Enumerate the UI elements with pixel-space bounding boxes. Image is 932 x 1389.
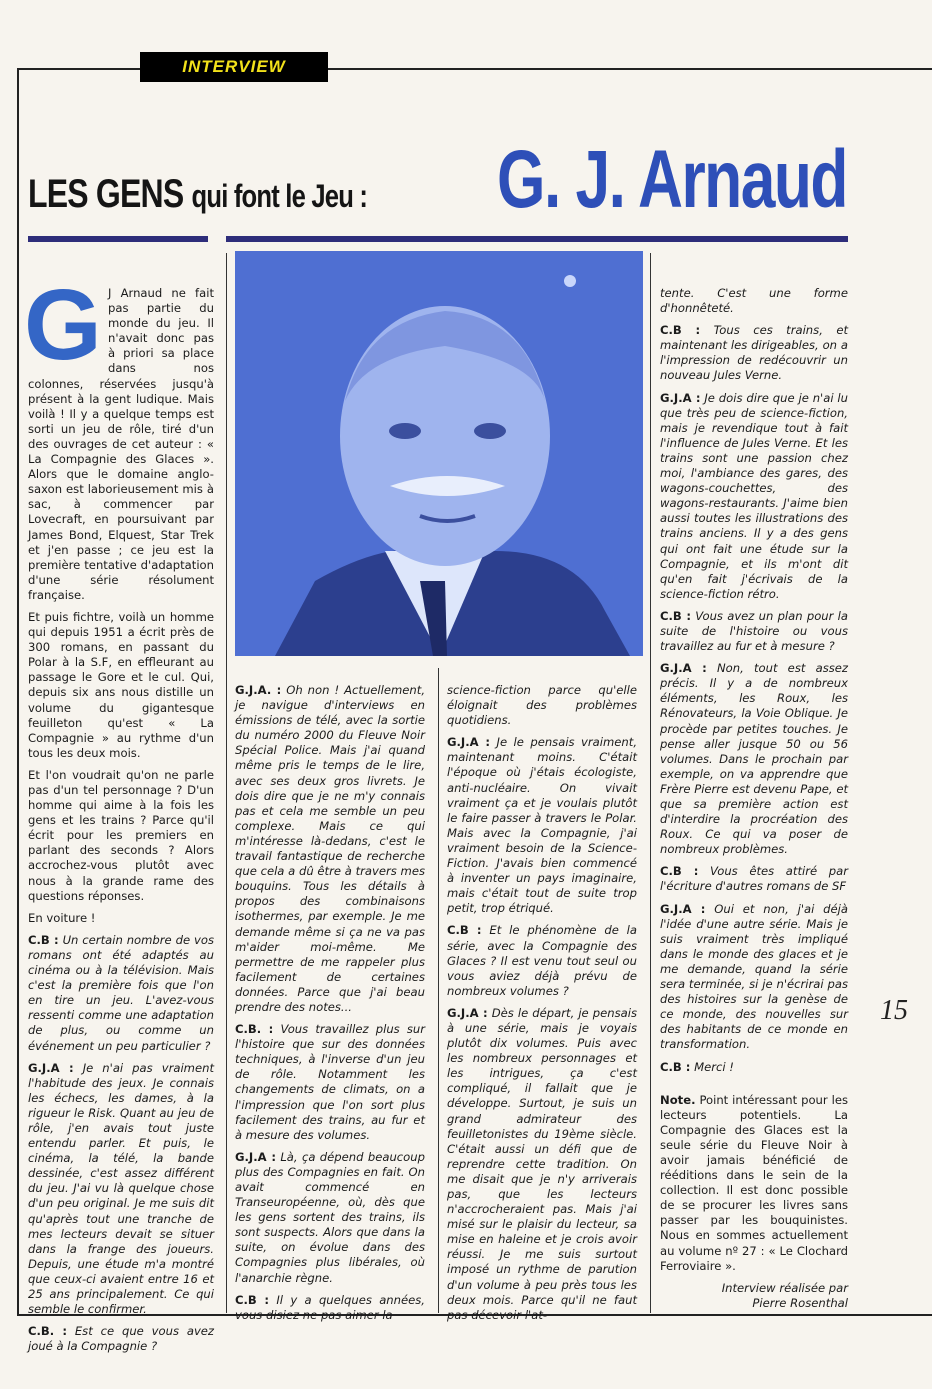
question-8: C.B : Vous êtes attiré par l'écriture d'autres romans de SF: [660, 864, 848, 894]
question-2: C.B. : Est ce que vous avez joué à la Compagnie ?: [28, 1324, 215, 1354]
headline-lead: [28, 172, 367, 217]
continuation-4: tente. C'est une forme d'honnêteté.: [660, 286, 848, 316]
drop-cap: G: [24, 269, 102, 381]
byline: Interview réalisée par Pierre Rosenthal: [721, 1280, 848, 1310]
intro-paragraph-4: En voiture !: [28, 910, 96, 925]
intro-paragraph-1: G J Arnaud ne fait pas partie du monde du jeu. Il n'avait donc pas à priori sa place dans nos colonnes, réservées jusqu'à présent à la gent ludique. Mais voilà ! Il y a quelque temps est sorti un jeu de rôle, tiré d'un des ouvrages de cet auteur : « La Compagnie des Glaces ». Alors que le domaine anglo-saxon est laborieusement mis à sac, à commencer par Lovecraft, en poursuivant par James Bond, Elquest, Star Trek et j'en passe ; ce jeu est la première tentative d'adaptation d'une série résolument française.: [24, 269, 214, 602]
question-6: C.B : Tous ces trains, et maintenant les dirigeables, on a l'impression de redécouvrir un nouveau Jules Verne.: [660, 323, 848, 383]
question-5: C.B : Et le phénomène de la série, avec la Compagnie des Glaces ? Il est venu tout seul ou vous aviez déjà prévu de nombreux volumes ?: [447, 923, 637, 998]
headline-underline-right: [226, 236, 848, 242]
column-divider-1: [226, 253, 227, 1313]
column-divider-3: [650, 253, 651, 1313]
headline-part2: qui font le Jeu :: [191, 178, 368, 214]
note-paragraph: Note. Point intéressant pour les lecteurs potentiels. La Compagnie des Glaces est la seule série du Fleuve Noir à avoir jamais bénéficié de rééditions dans le sein de la collection. Il est donc possible de se procurer les livres sans passer par les bouquinistes. Nous en sommes actuellement au volume nº 27 : « Le Clochard Ferroviaire ».: [660, 1092, 848, 1273]
question-4: C.B : Il y a quelques années, vous disiez ne pas aimer la: [235, 1292, 425, 1322]
column-divider-2: [438, 668, 439, 1313]
intro-paragraph-2: Et puis fichtre, voilà un homme qui depuis 1951 a écrit près de 300 romans, en passant du Polar à la S.F, en effleurant au passage le Gore et le cul. Qui, depuis six ans nous distille un volume du gigantesque feuilleton qu'est « La Compagnie » au rythme d'un tous les deux mois.: [28, 609, 214, 760]
question-3: C.B. : Vous travaillez plus sur l'histoire que sur des données techniques, à l'inverse d'un jeu de rôle. Notamment les changements de climats, on a l'impression que l'on sort plus facilement des trains, au fur et à mesure des volumes.: [235, 1022, 426, 1142]
headline-underline-left: [28, 236, 208, 242]
frame-left-rule: [17, 68, 19, 1316]
column-3: [447, 683, 637, 1330]
question-9: C.B : Merci !: [660, 1059, 734, 1074]
answer-1: G.J.A : Je n'ai pas vraiment l'habitude des jeux. Je connais les échecs, les dames, à la rigueur le Risk. Quant au jeu de rôle, j'en avais tout juste entendu parler. Et puis, le cinéma, la télé, la bande dessinée, c'est assez différent du jeu. J'ai vu là quelque chose d'un peu original. Je me suis dit qu'après tout une tranche de mes lecteurs devait se situer dans la frange des joueurs. Depuis, une étude m'a montré que ceux-ci avaient entre 16 et 25 ans principalement. Ce qui semble le confirmer.: [28, 1060, 214, 1317]
column-4: [660, 286, 848, 1311]
portrait-photo: [235, 251, 643, 656]
answer-7: G.J.A : Non, tout est assez précis. Il y a de nombreux éléments, les Roux, les Rénovateurs, la Voie Oblique. Je procède par petites touches. Je pense aller jusque 50 ou 56 volumes. Dans le prochain par exemple, on va apprendre que Frère Pierre est devenu Pape, et que sa première action est d'interdire la procréation des Roux. Ce qui va poser de nombreux problèmes.: [660, 661, 848, 857]
column-1: [24, 269, 215, 1361]
answer-4: G.J.A : Je le pensais vraiment, maintenant moins. C'était l'époque où j'étais écologiste, anti-nucléaire. On vivait vraiment ça et je voulais plutôt le faire passer à travers le Polar. Mais avec la Compagnie, j'ai vraiment besoin de la Science-Fiction. J'avais bien commencé à inventer un pays imaginaire, mais c'était tout de suite trop petit, trop étriqué.: [447, 735, 638, 916]
question-1: C.B : Un certain nombre de vos romans ont été adaptés au cinéma ou à la télévision. Mais c'est la première fois que l'on en tire un jeu. L'avez-vous ressenti comme une adaptation de plus, ou comme un événement un peu particulier ?: [28, 932, 214, 1053]
intro-paragraph-3: Et l'on voudrait qu'on ne parle pas d'un tel personnage ? D'un homme qui aime à la fois les gens et les trains ? Parce qu'il écrit pour les premiers en parlant des seconds ? Alors accrochez-vous plutôt avec nous à la grande rame des questions réponses.: [28, 767, 214, 903]
answer-2: G.J.A. : Oh non ! Actuellement, je navigue d'interviews en émissions de télé, avec la sortie du numéro 2000 du Fleuve Noir Spécial Police. Mais j'ai quand même pris le temps de le lire, avec ses deux gros livrets. Je dois dire que je ne m'y connais pas et cela me semble un peu complexe. Mais ce qui m'intéresse là-dedans, c'est le travail fantastique de recherche que cela a dû être à travers mes bouquins. Tous les détails à propos des combinaisons isothermes, par exemple. Je me demande même si ça ne va pas m'aider moi-même. Me permettre de me rappeler plus facilement de certaines données. Parce que j'ai beau prendre des notes...: [235, 683, 426, 1014]
section-tag: INTERVIEW: [140, 52, 328, 82]
continuation-3: science-fiction parce qu'elle éloignait des problèmes quotidiens.: [447, 683, 637, 728]
question-7: C.B : Vous avez un plan pour la suite de l'histoire ou vous travaillez au fur et à mesure ?: [660, 608, 848, 654]
headline-part1: LES GENS: [28, 172, 184, 216]
answer-5: G.J.A : Dès le départ, je pensais à une série, mais je voyais plutôt dix volumes. Puis avec les nombreux personnages et les intrigues, ça c'est compliqué, il fallait que je développe. Surtout, je suis un grand admirateur des feuilletonistes du 19ème siècle. C'était aussi un défi que de reprendre cette tradition. On me disait que je n'y arriverais pas, que les lecteurs n'accrocheraient pas. Mais j'ai misé sur le plaisir du lecteur, sa mise en haleine et je crois avoir réussi. Je me suis surtout imposé un rythme de parution d'un volume à peu près tous les deux mois. Parce qu'il ne faut pas décevoir l'at-: [447, 1005, 637, 1322]
portrait-illustration: [235, 251, 643, 656]
column-2: [235, 683, 425, 1330]
answer-3: G.J.A : Là, ça dépend beaucoup plus des Compagnies en fait. On avait commencé en Transeuropéenne, où, dès que les gens sortent des trains, ils sont suspects. Alors que dans la suite, on évolue dans des Compagnies plus libérales, où l'anarchie règne.: [235, 1149, 425, 1285]
page-number: 15: [880, 995, 908, 1026]
answer-8: G.J.A : Oui et non, j'ai déjà l'idée d'une autre série. Mais je suis vraiment très impliqué dans le monde des glaces et je me demande, quand la série sera terminée, si je n'écrirai pas des histoires sur la genèse de ce monde, des nouvelles sur des habitants de ce monde en transformation.: [660, 901, 848, 1052]
headline-name: G. J. Arnaud: [497, 134, 847, 225]
answer-6: G.J.A : Je dois dire que je n'ai lu que très peu de science-fiction, mais je revendique tout à fait l'influence de Jules Verne. Et les trains sont une passion chez moi, l'ambiance des gares, des wagons-couchettes, des wagons-restaurants. J'aime bien aussi toutes les illustrations des trains anciens. Il y a des gens qui ont fait une étude sur la Compagnie, et ils m'ont dit qu'en fait j'écrivais de la science-fiction rétro.: [660, 390, 849, 601]
